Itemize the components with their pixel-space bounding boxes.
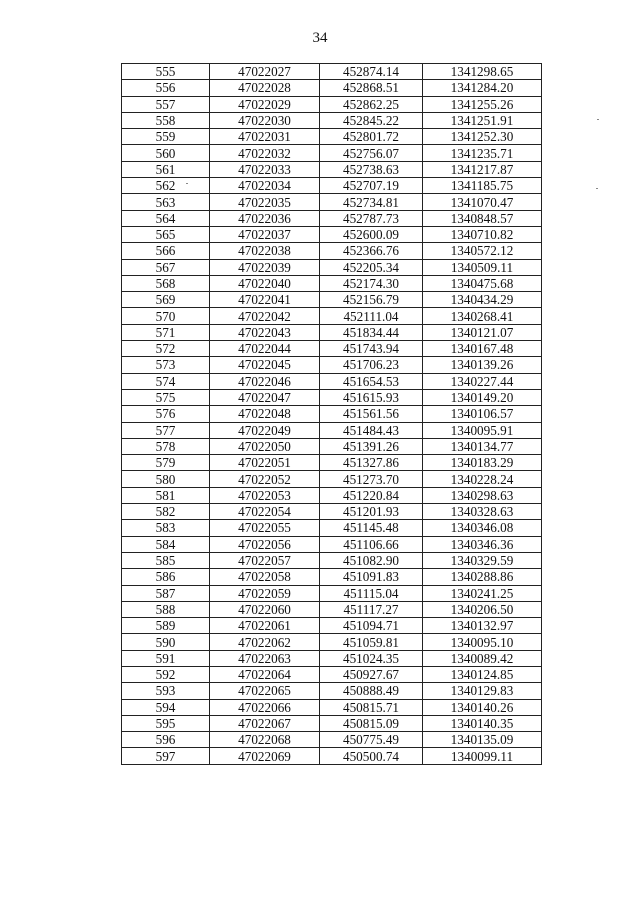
point-id-cell: 47022063 <box>210 650 320 666</box>
table-row <box>122 520 542 536</box>
x-coordinate-cell: 451091.83 <box>320 569 423 585</box>
x-coordinate-cell: 451615.93 <box>320 389 423 405</box>
point-id-cell: 47022041 <box>210 292 320 308</box>
point-number-cell: 573 <box>122 357 210 373</box>
y-coordinate-cell: 1341235.71 <box>423 145 542 161</box>
y-coordinate-cell: 1340227.44 <box>423 373 542 389</box>
x-coordinate-cell: 451145.48 <box>320 520 423 536</box>
table-row <box>122 275 542 291</box>
y-coordinate-cell: 1341298.65 <box>423 64 542 80</box>
x-coordinate-cell: 451059.81 <box>320 634 423 650</box>
y-coordinate-cell: 1340288.86 <box>423 569 542 585</box>
y-coordinate-cell: 1340134.77 <box>423 438 542 454</box>
point-id-cell: 47022053 <box>210 487 320 503</box>
y-coordinate-cell: 1340139.26 <box>423 357 542 373</box>
point-number-cell: 566 <box>122 243 210 259</box>
point-number-cell: 579 <box>122 455 210 471</box>
point-number-cell: 588 <box>122 601 210 617</box>
table-row <box>122 357 542 373</box>
point-id-cell: 47022054 <box>210 504 320 520</box>
x-coordinate-cell: 452845.22 <box>320 112 423 128</box>
x-coordinate-cell: 450775.49 <box>320 732 423 748</box>
point-number-cell: 555 <box>122 64 210 80</box>
y-coordinate-cell: 1340140.35 <box>423 715 542 731</box>
table-row <box>122 699 542 715</box>
table-row <box>122 569 542 585</box>
y-coordinate-cell: 1340099.11 <box>423 748 542 764</box>
table-row <box>122 406 542 422</box>
point-id-cell: 47022062 <box>210 634 320 650</box>
table-row <box>122 243 542 259</box>
table-row <box>122 210 542 226</box>
point-id-cell: 47022064 <box>210 666 320 682</box>
x-coordinate-cell: 451082.90 <box>320 552 423 568</box>
point-number-cell: 576 <box>122 406 210 422</box>
x-coordinate-cell: 451115.04 <box>320 585 423 601</box>
x-coordinate-cell: 450500.74 <box>320 748 423 764</box>
point-number-cell: 597 <box>122 748 210 764</box>
table-row <box>122 585 542 601</box>
point-number-cell: 564 <box>122 210 210 226</box>
table-row <box>122 64 542 80</box>
point-id-cell: 47022051 <box>210 455 320 471</box>
y-coordinate-cell: 1340268.41 <box>423 308 542 324</box>
point-number-cell: 567 <box>122 259 210 275</box>
point-number-cell: 558 <box>122 112 210 128</box>
point-id-cell: 47022060 <box>210 601 320 617</box>
point-number-cell: 586 <box>122 569 210 585</box>
x-coordinate-cell: 451654.53 <box>320 373 423 389</box>
point-id-cell: 47022040 <box>210 275 320 291</box>
table-row <box>122 504 542 520</box>
x-coordinate-cell: 450927.67 <box>320 666 423 682</box>
point-number-cell: 563 <box>122 194 210 210</box>
x-coordinate-cell: 452600.09 <box>320 226 423 242</box>
point-number-cell: 574 <box>122 373 210 389</box>
x-coordinate-cell: 451561.56 <box>320 406 423 422</box>
x-coordinate-cell: 452734.81 <box>320 194 423 210</box>
page-number: 34 <box>312 30 328 46</box>
x-coordinate-cell: 452111.04 <box>320 308 423 324</box>
x-coordinate-cell: 451106.66 <box>320 536 423 552</box>
point-id-cell: 47022048 <box>210 406 320 422</box>
point-number-cell: 581 <box>122 487 210 503</box>
x-coordinate-cell: 452174.30 <box>320 275 423 291</box>
y-coordinate-cell: 1340124.85 <box>423 666 542 682</box>
point-id-cell: 47022050 <box>210 438 320 454</box>
scan-speck <box>597 119 599 120</box>
table-row <box>122 129 542 145</box>
table-row <box>122 422 542 438</box>
point-number-cell: 590 <box>122 634 210 650</box>
y-coordinate-cell: 1340346.36 <box>423 536 542 552</box>
x-coordinate-cell: 452756.07 <box>320 145 423 161</box>
point-number-cell: 591 <box>122 650 210 666</box>
y-coordinate-cell: 1341217.87 <box>423 161 542 177</box>
table-row <box>122 389 542 405</box>
x-coordinate-cell: 452156.79 <box>320 292 423 308</box>
x-coordinate-cell: 451834.44 <box>320 324 423 340</box>
point-id-cell: 47022068 <box>210 732 320 748</box>
table-row <box>122 438 542 454</box>
y-coordinate-cell: 1341185.75 <box>423 178 542 194</box>
point-id-cell: 47022029 <box>210 96 320 112</box>
x-coordinate-cell: 452738.63 <box>320 161 423 177</box>
table-row <box>122 666 542 682</box>
point-number-cell: 571 <box>122 324 210 340</box>
y-coordinate-cell: 1341284.20 <box>423 80 542 96</box>
y-coordinate-cell: 1340149.20 <box>423 389 542 405</box>
point-id-cell: 47022066 <box>210 699 320 715</box>
x-coordinate-cell: 450815.71 <box>320 699 423 715</box>
x-coordinate-cell: 451024.35 <box>320 650 423 666</box>
point-number-cell: 578 <box>122 438 210 454</box>
y-coordinate-cell: 1340095.10 <box>423 634 542 650</box>
point-id-cell: 47022033 <box>210 161 320 177</box>
point-id-cell: 47022056 <box>210 536 320 552</box>
y-coordinate-cell: 1340089.42 <box>423 650 542 666</box>
x-coordinate-cell: 452874.14 <box>320 64 423 80</box>
table-row <box>122 80 542 96</box>
x-coordinate-cell: 451743.94 <box>320 341 423 357</box>
y-coordinate-cell: 1340132.97 <box>423 618 542 634</box>
x-coordinate-cell: 451220.84 <box>320 487 423 503</box>
point-id-cell: 47022052 <box>210 471 320 487</box>
table-row <box>122 145 542 161</box>
table-row <box>122 194 542 210</box>
table-row <box>122 536 542 552</box>
point-number-cell: 587 <box>122 585 210 601</box>
point-id-cell: 47022037 <box>210 226 320 242</box>
point-id-cell: 47022055 <box>210 520 320 536</box>
y-coordinate-cell: 1340328.63 <box>423 504 542 520</box>
point-id-cell: 47022047 <box>210 389 320 405</box>
table-row <box>122 618 542 634</box>
point-number-cell: 568 <box>122 275 210 291</box>
point-number-cell: 569 <box>122 292 210 308</box>
y-coordinate-cell: 1340183.29 <box>423 455 542 471</box>
point-number-cell: 572 <box>122 341 210 357</box>
coordinates-table-body <box>122 64 542 765</box>
point-id-cell: 47022044 <box>210 341 320 357</box>
point-number-cell: 562 <box>122 178 210 194</box>
table-row <box>122 715 542 731</box>
y-coordinate-cell: 1340346.08 <box>423 520 542 536</box>
y-coordinate-cell: 1340121.07 <box>423 324 542 340</box>
y-coordinate-cell: 1340848.57 <box>423 210 542 226</box>
x-coordinate-cell: 450888.49 <box>320 683 423 699</box>
point-id-cell: 47022049 <box>210 422 320 438</box>
x-coordinate-cell: 451706.23 <box>320 357 423 373</box>
coordinates-table <box>121 63 542 765</box>
y-coordinate-cell: 1340298.63 <box>423 487 542 503</box>
point-number-cell: 580 <box>122 471 210 487</box>
point-number-cell: 592 <box>122 666 210 682</box>
x-coordinate-cell: 452707.19 <box>320 178 423 194</box>
table-row <box>122 732 542 748</box>
point-id-cell: 47022065 <box>210 683 320 699</box>
point-id-cell: 47022027 <box>210 64 320 80</box>
x-coordinate-cell: 451201.93 <box>320 504 423 520</box>
table-row <box>122 748 542 764</box>
point-number-cell: 561 <box>122 161 210 177</box>
point-number-cell: 583 <box>122 520 210 536</box>
x-coordinate-cell: 451273.70 <box>320 471 423 487</box>
point-number-cell: 577 <box>122 422 210 438</box>
table-row <box>122 112 542 128</box>
table-row <box>122 178 542 194</box>
point-number-cell: 556 <box>122 80 210 96</box>
x-coordinate-cell: 451327.86 <box>320 455 423 471</box>
table-row <box>122 650 542 666</box>
y-coordinate-cell: 1340572.12 <box>423 243 542 259</box>
point-number-cell: 596 <box>122 732 210 748</box>
point-id-cell: 47022030 <box>210 112 320 128</box>
y-coordinate-cell: 1341251.91 <box>423 112 542 128</box>
table-row <box>122 161 542 177</box>
point-number-cell: 557 <box>122 96 210 112</box>
y-coordinate-cell: 1340106.57 <box>423 406 542 422</box>
x-coordinate-cell: 452801.72 <box>320 129 423 145</box>
table-row <box>122 634 542 650</box>
point-number-cell: 584 <box>122 536 210 552</box>
y-coordinate-cell: 1340167.48 <box>423 341 542 357</box>
x-coordinate-cell: 450815.09 <box>320 715 423 731</box>
point-id-cell: 47022035 <box>210 194 320 210</box>
point-number-cell: 594 <box>122 699 210 715</box>
y-coordinate-cell: 1340140.26 <box>423 699 542 715</box>
point-number-cell: 565 <box>122 226 210 242</box>
point-id-cell: 47022043 <box>210 324 320 340</box>
point-id-cell: 47022036 <box>210 210 320 226</box>
point-id-cell: 47022058 <box>210 569 320 585</box>
y-coordinate-cell: 1341252.30 <box>423 129 542 145</box>
point-id-cell: 47022031 <box>210 129 320 145</box>
x-coordinate-cell: 452205.34 <box>320 259 423 275</box>
point-number-cell: 585 <box>122 552 210 568</box>
point-number-cell: 570 <box>122 308 210 324</box>
point-number-cell: 560 <box>122 145 210 161</box>
x-coordinate-cell: 452787.73 <box>320 210 423 226</box>
table-row <box>122 455 542 471</box>
point-number-cell: 593 <box>122 683 210 699</box>
table-row <box>122 471 542 487</box>
point-id-cell: 47022039 <box>210 259 320 275</box>
y-coordinate-cell: 1340434.29 <box>423 292 542 308</box>
table-row <box>122 341 542 357</box>
table-row <box>122 601 542 617</box>
point-number-cell: 575 <box>122 389 210 405</box>
x-coordinate-cell: 452862.25 <box>320 96 423 112</box>
point-id-cell: 47022059 <box>210 585 320 601</box>
scan-speck <box>186 183 188 184</box>
point-number-cell: 595 <box>122 715 210 731</box>
table-row <box>122 292 542 308</box>
point-number-cell: 589 <box>122 618 210 634</box>
table-row <box>122 259 542 275</box>
x-coordinate-cell: 451094.71 <box>320 618 423 634</box>
point-number-cell: 559 <box>122 129 210 145</box>
x-coordinate-cell: 451117.27 <box>320 601 423 617</box>
y-coordinate-cell: 1341255.26 <box>423 96 542 112</box>
y-coordinate-cell: 1340095.91 <box>423 422 542 438</box>
table-row <box>122 324 542 340</box>
y-coordinate-cell: 1340710.82 <box>423 226 542 242</box>
scan-speck <box>596 188 598 189</box>
point-id-cell: 47022057 <box>210 552 320 568</box>
point-id-cell: 47022069 <box>210 748 320 764</box>
point-id-cell: 47022046 <box>210 373 320 389</box>
y-coordinate-cell: 1340509.11 <box>423 259 542 275</box>
y-coordinate-cell: 1340329.59 <box>423 552 542 568</box>
point-id-cell: 47022042 <box>210 308 320 324</box>
point-id-cell: 47022028 <box>210 80 320 96</box>
y-coordinate-cell: 1341070.47 <box>423 194 542 210</box>
y-coordinate-cell: 1340228.24 <box>423 471 542 487</box>
point-id-cell: 47022032 <box>210 145 320 161</box>
point-number-cell: 582 <box>122 504 210 520</box>
point-id-cell: 47022045 <box>210 357 320 373</box>
point-id-cell: 47022061 <box>210 618 320 634</box>
y-coordinate-cell: 1340206.50 <box>423 601 542 617</box>
table-row <box>122 683 542 699</box>
x-coordinate-cell: 452366.76 <box>320 243 423 259</box>
x-coordinate-cell: 451391.26 <box>320 438 423 454</box>
point-id-cell: 47022034 <box>210 178 320 194</box>
table-row <box>122 226 542 242</box>
point-id-cell: 47022067 <box>210 715 320 731</box>
y-coordinate-cell: 1340135.09 <box>423 732 542 748</box>
table-row <box>122 552 542 568</box>
table-row <box>122 487 542 503</box>
y-coordinate-cell: 1340129.83 <box>423 683 542 699</box>
point-id-cell: 47022038 <box>210 243 320 259</box>
y-coordinate-cell: 1340475.68 <box>423 275 542 291</box>
table-row <box>122 308 542 324</box>
x-coordinate-cell: 452868.51 <box>320 80 423 96</box>
table-row <box>122 96 542 112</box>
y-coordinate-cell: 1340241.25 <box>423 585 542 601</box>
x-coordinate-cell: 451484.43 <box>320 422 423 438</box>
table-row <box>122 373 542 389</box>
